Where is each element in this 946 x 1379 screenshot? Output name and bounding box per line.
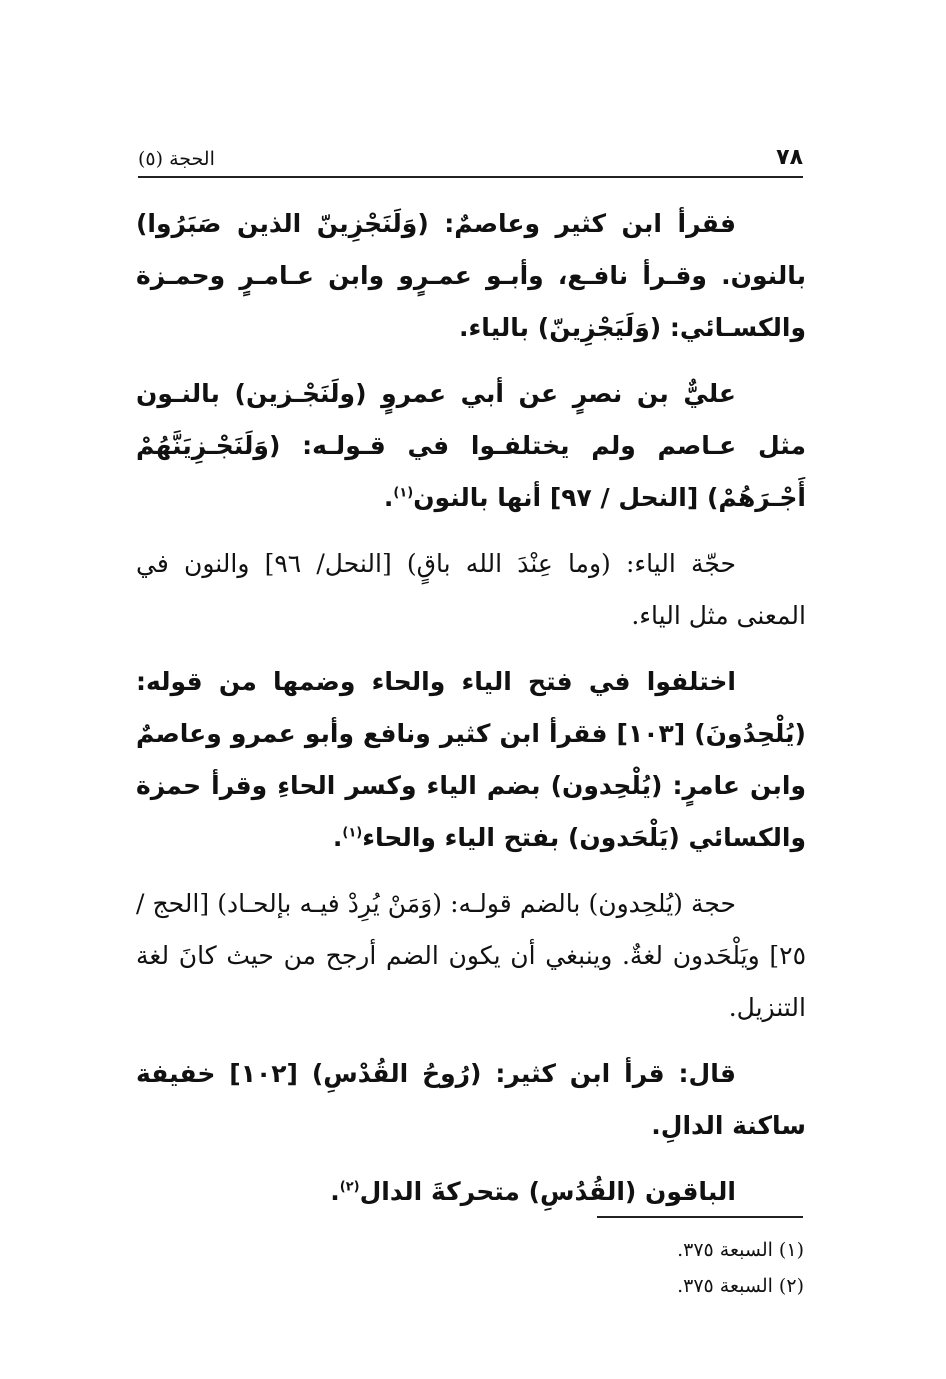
- paragraph: عليٌّ بن نصرٍ عن أبي عمروٍ (ولَنَجْـزين) بالنـون مثل عـاصم ولم يختلفـوا في قـولـه: (وَلَنَجْـزِيَنَّهُمْ أَجْـرَهُمْ) [النحل / ٩٧] أنها بالنون$^{(١)}$.: [136, 379, 806, 512]
- paragraph: اختلفوا في فتح الياء والحاء وضمها من قوله: (يُلْحِدُونَ) [١٠٣] فقرأ ابن كثير ونافع وأبو عمرو وعاصمٌ وابن عامرٍ: (يُلْحِدون) بضم الياء وكسر الحاءِ وقرأ حمزة والكسائي (يَلْحَدون) بفتح الياء والحاء$^{(١)}$.: [136, 667, 806, 852]
- page-header: [138, 140, 803, 178]
- footnote-divider: [597, 1216, 803, 1218]
- main-text: [136, 198, 806, 1232]
- footnote-ref[interactable]: (١): [393, 485, 414, 501]
- paragraph: حجّة الياء: (وما عِنْدَ الله باقٍ) [النحل/ ٩٦] والنون في المعنى مثل الياء.: [136, 549, 806, 630]
- paragraph: فقرأ ابن كثير وعاصمٌ: (وَلَنَجْزِينّ الذين صَبَرُوا) بالنون. وقـرأ نافـع، وأبـو عمـرٍو وابن عـامـرٍ وحمـزة والكسـائي: (وَلَيَجْزِينّ) بالياء.: [136, 209, 806, 342]
- footnote-ref[interactable]: (٢): [339, 1179, 360, 1195]
- footnote: (٢) السبعة ٣٧٥.: [677, 1275, 804, 1297]
- footnote: (١) السبعة ٣٧٥.: [677, 1239, 804, 1261]
- footnote-ref[interactable]: (١): [342, 825, 363, 841]
- footnotes: [400, 1232, 804, 1304]
- paragraph: قال: قرأ ابن كثير: (رُوحُ القُدْسِ) [١٠٢] خفيفة ساكنة الدالِ.: [136, 1059, 806, 1140]
- page-number: ٧٨: [776, 145, 803, 170]
- paragraph: حجة (يُلحِدون) بالضم قولـه: (وَمَنْ يُرِدْ فيـه بإلحـاد) [الحج / ٢٥] ويَلْحَدون لغةٌ. وينبغي أن يكون الضم أرجح من حيث كانَ لغة التنزيل.: [136, 889, 806, 1022]
- running-head: الحجة (٥): [138, 148, 215, 170]
- paragraph: الباقون (القُدُسِ) متحركةَ الدال$^{(٢)}$.: [330, 1177, 736, 1206]
